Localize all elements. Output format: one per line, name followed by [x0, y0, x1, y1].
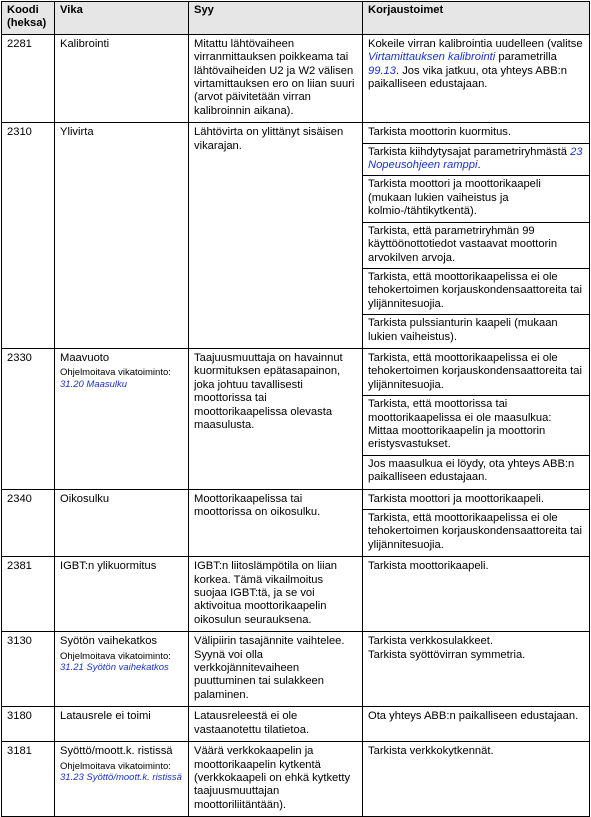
parameter-group-link[interactable]: 23 Nopeusohjeen ramppi — [368, 145, 583, 172]
fault-code: 3180 — [2, 707, 55, 742]
table-header-row — [2, 2, 590, 35]
divider — [363, 268, 589, 269]
header-cause: Syy — [189, 2, 363, 35]
fault-code: 3181 — [2, 742, 55, 817]
fault-fix — [363, 489, 590, 557]
fault-fix: Kokeile virran kalibrointia uudelleen (valitse Virtamittauksen kalibrointi parametrilla 99.13. Jos vika jatkuu, ota yhteys ABB:n paikalliseen edustajaan. — [363, 34, 590, 122]
fault-name: Oikosulku — [55, 489, 189, 557]
fault-cause: Lähtövirta on ylittänyt sisäisen vikarajan. — [189, 123, 363, 349]
fix-step: Tarkista syöttövirran symmetria. — [368, 648, 526, 661]
fix-step: Tarkista pulssianturin kaapeli (mukaan lukien vaiheistus). — [368, 317, 558, 343]
fault-name: Maavuoto — [60, 351, 110, 364]
table-row — [2, 123, 590, 349]
fault-fix: Tarkista moottorikaapeli. — [363, 557, 590, 632]
fault-name: Syöttö/moott.k. ristissä — [60, 745, 173, 758]
fix-step: Tarkista verkkosulakkeet. — [368, 635, 493, 648]
fault-cause: Taajuusmuuttaja on havainnut kuormituksen epätasapainon, joka johtuu tavallisesti moottorissa tai moottorikaapelissa olevasta maasulusta. — [189, 348, 363, 489]
fault-table — [1, 1, 590, 817]
fault-name: Kalibrointi — [55, 34, 189, 122]
table-row — [2, 707, 590, 742]
fault-name: Syötön vaihekatkos — [60, 635, 158, 648]
fault-cause: Välipiirin tasajännite vaihtelee. Syynä voi olla verkkojännitevaiheen puuttuminen tai sulakkeen palaminen. — [189, 632, 363, 707]
divider — [363, 455, 589, 456]
header-name: Vika — [55, 2, 189, 35]
divider — [363, 222, 589, 223]
fault-cause: IGBT:n liitoslämpötila on liian korkea. Tämä vikailmoitus suojaa IGBT:tä, ja se voi aktivoitua moottorikaapelin oikosulun seurauksena. — [189, 557, 363, 632]
fault-name: Latausrele ei toimi — [55, 707, 189, 742]
fault-name: Ylivirta — [55, 123, 189, 349]
fix-step: Tarkista, että moottorikaapelissa ei ole tehokertoimen korjauskondensaattoreita tai ylijännitesuojia. — [368, 270, 582, 310]
divider — [363, 509, 589, 510]
parameter-link[interactable]: 99.13 — [368, 64, 396, 77]
programmable-fault-note: Ohjelmoitava vikatoiminto: 31.21 Syötön vaihekatkos — [60, 651, 183, 674]
table-row — [2, 489, 590, 557]
fault-cause: Mitattu lähtövaiheen virranmittauksen poikkeama tai lähtövaiheiden U2 ja W2 välisen virtamittauksen ero on liian suuri (arvot päivitetään virran kalibroinnin aikana). — [189, 34, 363, 122]
programmable-fault-note: Ohjelmoitava vikatoiminto: 31.23 Syöttö/moott.k. ristissä — [60, 760, 182, 783]
fault-name-cell — [55, 348, 189, 489]
fault-name: IGBT:n ylikuormitus — [55, 557, 189, 632]
fault-fix — [363, 632, 590, 707]
divider — [363, 314, 589, 315]
fault-fix: Tarkista verkkokytkennät. — [363, 742, 590, 817]
fault-code: 2330 — [2, 348, 55, 489]
fault-code: 2340 — [2, 489, 55, 557]
fix-step: Tarkista, että moottorikaapelissa ei ole tehokertoimen korjauskondensaattoreita tai ylijännitesuojia. — [368, 512, 582, 551]
fault-cause: Väärä verkkokaapelin ja moottorikaapelin kytkentä (verkkokaapeli on ehkä kytketty taajuusmuuttajan moottoriliitäntään). — [189, 742, 363, 817]
header-code: Koodi (heksa) — [2, 2, 55, 35]
fault-cause: Latausreleestä ei ole vastaanotettu tilatietoa. — [189, 707, 363, 742]
fix-step: Tarkista moottorin kuormitus. — [368, 126, 511, 139]
programmable-fault-note: Ohjelmoitava vikatoiminto: 31.20 Maasulku — [60, 367, 183, 390]
fault-cause: Moottorikaapelissa tai moottorissa on oikosulku. — [189, 489, 363, 557]
table-row — [2, 742, 590, 817]
fault-code: 2281 — [2, 34, 55, 122]
fix-step: Mittaa moottorikaapelin ja moottorin eristysvastukset. — [368, 424, 546, 451]
table-row — [2, 632, 590, 707]
divider — [363, 143, 589, 144]
divider — [363, 395, 589, 396]
fix-step: Tarkista, että moottorikaapelissa ei ole tehokertoimen korjauskondensaattoreita tai ylijännitesuojia. — [368, 351, 582, 391]
fault-fix — [363, 348, 590, 489]
parameter-link[interactable]: Virtamittauksen kalibrointi — [368, 51, 496, 64]
fix-step: Tarkista, että moottorissa tai moottorikaapelissa ei ole maasulkua: — [368, 398, 552, 424]
table-row — [2, 34, 590, 122]
parameter-link[interactable]: 31.21 Syötön vaihekatkos — [60, 662, 169, 674]
table-row — [2, 557, 590, 632]
fix-step: Tarkista, että parametriryhmän 99 käyttöönottotiedot vastaavat moottorin arvokilven arvoja. — [368, 224, 558, 264]
fault-name-cell — [55, 632, 189, 707]
divider — [363, 175, 589, 176]
table-row — [2, 348, 590, 489]
fault-fix: Ota yhteys ABB:n paikalliseen edustajaan. — [363, 707, 590, 742]
fix-step: Tarkista moottori ja moottorikaapeli (mukaan lukien vaiheistus ja kolmio-/tähtikytkentä). — [368, 178, 541, 218]
fix-step: Tarkista kiihdytysajat parametriryhmästä 23 Nopeusohjeen ramppi. — [368, 145, 583, 172]
header-fix: Korjaustoimet — [363, 2, 590, 35]
fault-fix — [363, 123, 590, 349]
parameter-link[interactable]: 31.20 Maasulku — [60, 378, 128, 390]
fault-code: 3130 — [2, 632, 55, 707]
fault-code: 2381 — [2, 557, 55, 632]
fix-step: Jos maasulkua ei löydy, ota yhteys ABB:n paikalliseen edustajaan. — [368, 457, 575, 484]
parameter-link[interactable]: 31.23 Syöttö/moott.k. ristissä — [60, 772, 182, 783]
fault-code: 2310 — [2, 123, 55, 349]
fault-name-cell — [55, 742, 189, 817]
fix-step: Tarkista moottori ja moottorikaapeli. — [368, 492, 544, 505]
